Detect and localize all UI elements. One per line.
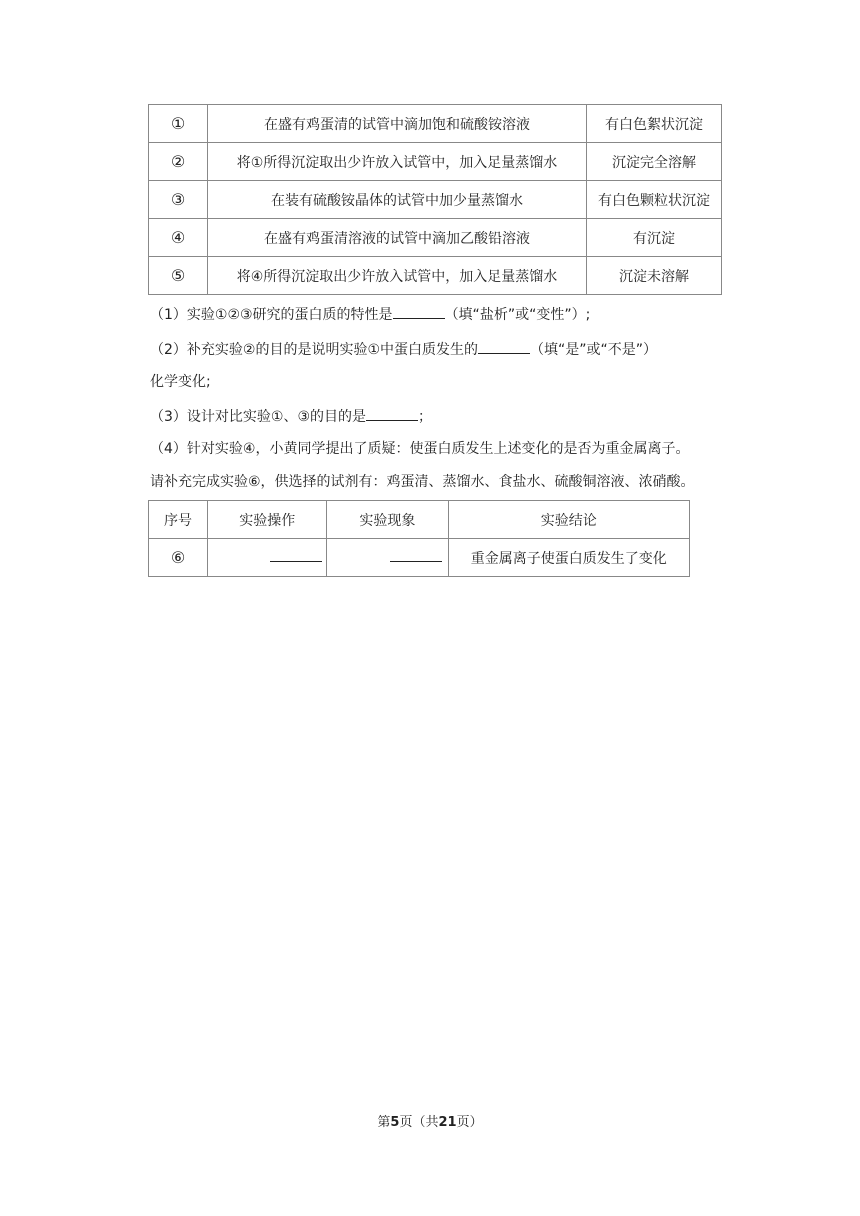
answer-blank [393, 304, 445, 319]
question-2-continued: 化学变化; [150, 374, 211, 390]
table-header-row [149, 501, 690, 539]
page-number: 5 [390, 1115, 400, 1130]
experiment-number: ② [149, 143, 208, 181]
table-row [149, 219, 722, 257]
experiment-result: 有白色颗粒状沉淀 [587, 181, 722, 219]
column-header: 序号 [149, 501, 208, 539]
column-header: 实验操作 [208, 501, 327, 539]
column-header: 实验现象 [327, 501, 448, 539]
experiment-result: 有白色絮状沉淀 [587, 105, 722, 143]
experiment-result: 沉淀未溶解 [587, 257, 722, 295]
experiment-number: ④ [149, 219, 208, 257]
question-3: （3）设计对比实验①、③的目的是 ； [150, 406, 432, 427]
phenomenon-blank-cell [327, 539, 448, 577]
total-pages: 21 [438, 1115, 457, 1130]
page-footer: 第5页（共21页） [377, 1115, 483, 1130]
experiment-operation: 在盛有鸡蛋清的试管中滴加饱和硫酸铵溶液 [208, 105, 587, 143]
table-row [149, 539, 690, 577]
experiment-number: ③ [149, 181, 208, 219]
table-row [149, 105, 722, 143]
experiment-operation: 在装有硫酸铵晶体的试管中加少量蒸馏水 [208, 181, 587, 219]
experiment-number: ⑤ [149, 257, 208, 295]
question-4: （4）针对实验④，小黄同学提出了质疑：使蛋白质发生上述变化的是否为重金属离子。 [150, 441, 690, 457]
operation-blank-cell [208, 539, 327, 577]
question-2: （2）补充实验②的目的是说明实验①中蛋白质发生的 （填“是”或“不是”） [150, 339, 657, 360]
experiment-operation: 在盛有鸡蛋清溶液的试管中滴加乙酸铅溶液 [208, 219, 587, 257]
experiment-number: ① [149, 105, 208, 143]
conclusion-cell: 重金属离子使蛋白质发生了变化 [448, 539, 689, 577]
experiment-result: 沉淀完全溶解 [587, 143, 722, 181]
experiment-table [148, 104, 722, 295]
experiment-operation: 将①所得沉淀取出少许放入试管中，加入足量蒸馏水 [208, 143, 587, 181]
table-row [149, 181, 722, 219]
table-row [149, 257, 722, 295]
experiment-operation: 将④所得沉淀取出少许放入试管中，加入足量蒸馏水 [208, 257, 587, 295]
table-row [149, 143, 722, 181]
answer-blank [478, 339, 530, 354]
answer-blank [270, 549, 322, 562]
question-1: （1）实验①②③研究的蛋白质的特性是 （填“盐析”或“变性”）; [150, 304, 590, 325]
experiment-number: ⑥ [149, 539, 208, 577]
question-4-reagents: 请补充完成实验⑥，供选择的试剂有：鸡蛋清、蒸馏水、食盐水、硫酸铜溶液、浓硝酸。 [150, 474, 695, 490]
experiment-6-table [148, 500, 690, 577]
answer-blank [390, 549, 442, 562]
answer-blank [366, 406, 418, 421]
experiment-result: 有沉淀 [587, 219, 722, 257]
column-header: 实验结论 [448, 501, 689, 539]
